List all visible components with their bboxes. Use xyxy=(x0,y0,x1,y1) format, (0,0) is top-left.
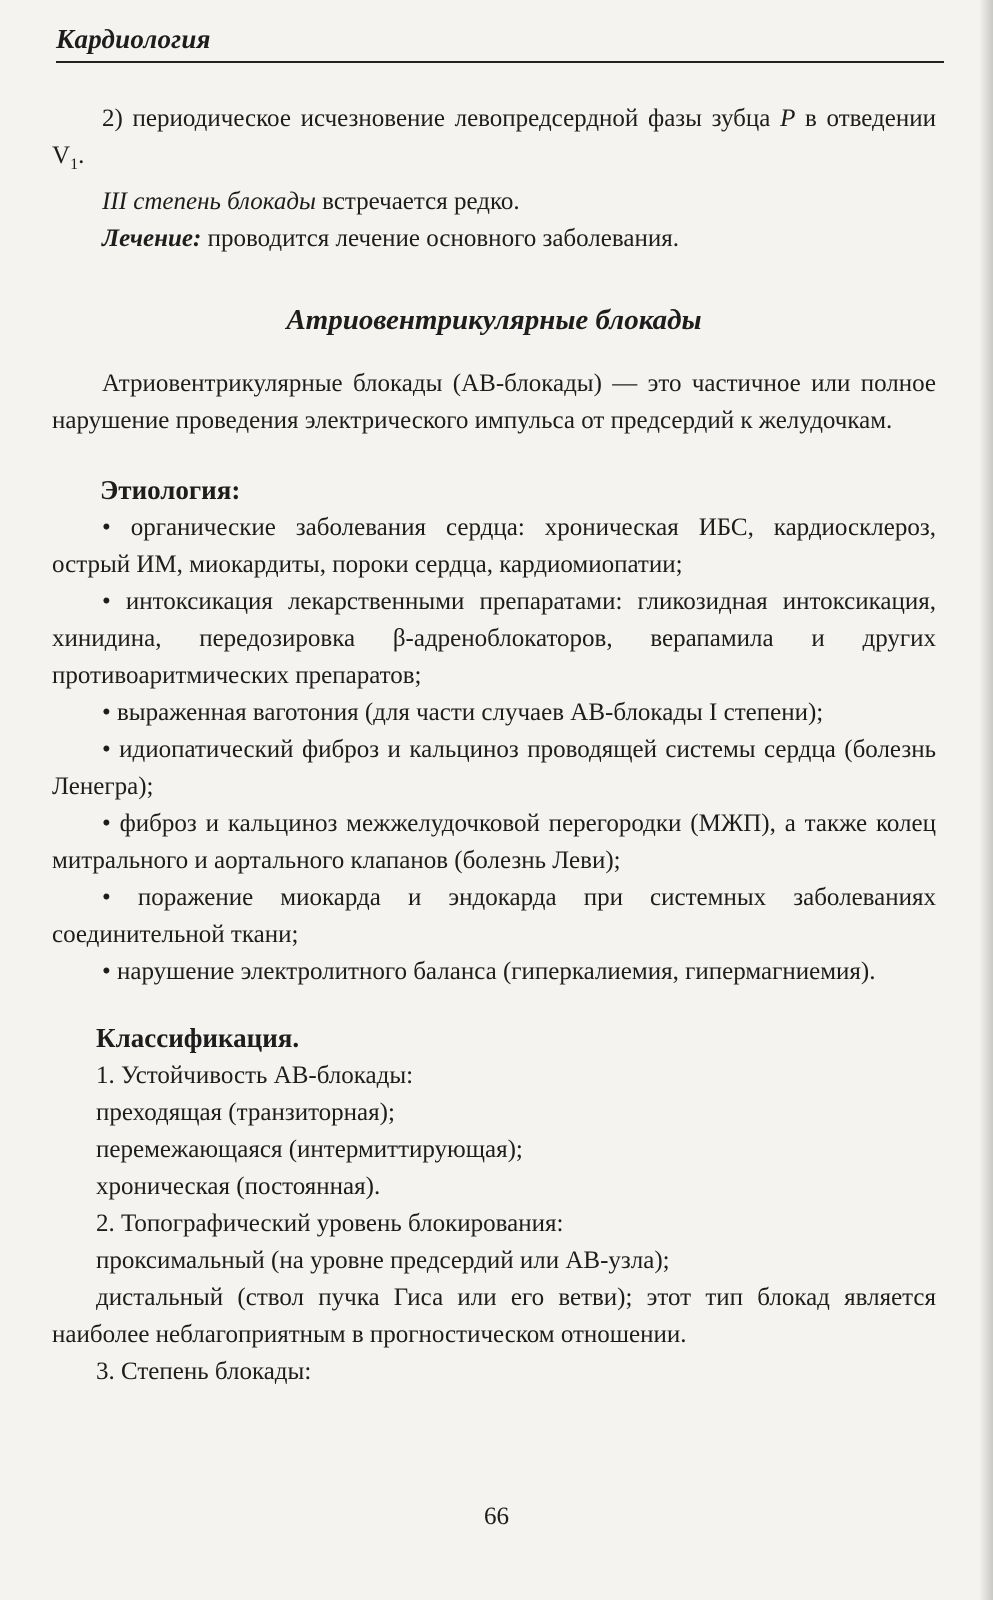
etiology-heading: Этиология: xyxy=(100,475,241,505)
intro-text: 2) периодическое исчезновение левопредсердной фазы зубца xyxy=(102,105,781,132)
section-title: Атриовентрикулярные блокады xyxy=(286,304,702,336)
degree3-label: III степень блокады xyxy=(102,188,316,215)
etiology-item: • нарушение электролитного баланса (гиперкалиемия, гипермагниемия). xyxy=(102,958,876,985)
treatment-text: проводится лечение основного заболевания. xyxy=(201,225,679,252)
etiology-item: • выраженная ваготония (для части случаев АВ-блокады I степени); xyxy=(102,699,824,726)
etiology-item: • органические заболевания сердца: хроническая ИБС, кардиосклероз, острый ИМ, миокардиты, пороки сердца, кардиомиопатии; xyxy=(52,514,936,578)
degree3-paragraph xyxy=(52,183,936,220)
proximal-level: проксимальный (на уровне предсердий или АВ-узла); xyxy=(96,1247,670,1274)
degree-title: 3. Степень блокады: xyxy=(96,1358,312,1385)
degree3-text: встречается редко. xyxy=(315,188,520,215)
etiology-item: • поражение миокарда и эндокарда при системных заболеваниях соединительной ткани; xyxy=(52,884,936,948)
page-body xyxy=(52,100,936,1390)
scan-edge-shadow xyxy=(979,0,993,1600)
stability-item: преходящая (транзиторная); xyxy=(96,1099,395,1126)
intro-paragraph xyxy=(52,100,936,183)
treatment-label: Лечение: xyxy=(102,225,202,252)
etiology-item: • фиброз и кальциноз межжелудочковой перегородки (МЖП), а также колец митрального и аортального клапанов (болезнь Леви); xyxy=(52,810,936,874)
intro-text-lead: в отведении V xyxy=(52,105,936,169)
stability-item: хроническая (постоянная). xyxy=(96,1173,381,1200)
topography-title: 2. Топографический уровень блокирования: xyxy=(96,1210,564,1237)
etiology-item: • интоксикация лекарственными препаратами: гликозидная интоксикация, хинидина, передозировка β-адреноблокаторов, верапамила и других противоаритмических препаратов; xyxy=(52,588,936,689)
header-title: Кардиология xyxy=(56,24,211,54)
distal-level: дистальный (ствол пучка Гиса или его ветви); этот тип блокад является наиболее неблагоприятным в прогностическом отношении. xyxy=(52,1284,936,1348)
intro-lead-subscript: 1 xyxy=(70,156,79,173)
stability-item: перемежающаяся (интермиттирующая); xyxy=(96,1136,523,1163)
stability-title: 1. Устойчивость АВ-блокады: xyxy=(96,1062,414,1089)
treatment-paragraph xyxy=(52,220,936,257)
running-header xyxy=(56,24,944,63)
etiology-item: • идиопатический фиброз и кальциноз проводящей системы сердца (болезнь Ленегра); xyxy=(52,736,936,800)
definition-paragraph: Атриовентрикулярные блокады (АВ-блокады) — это частичное или полное нарушение проведения электрического импульса от предсердий к желудочкам. xyxy=(52,370,936,434)
classification-heading: Классификация. xyxy=(96,1023,300,1053)
intro-text-tail: . xyxy=(78,142,85,169)
intro-wave-letter: P xyxy=(780,105,796,132)
page-number: 66 xyxy=(484,1503,509,1530)
